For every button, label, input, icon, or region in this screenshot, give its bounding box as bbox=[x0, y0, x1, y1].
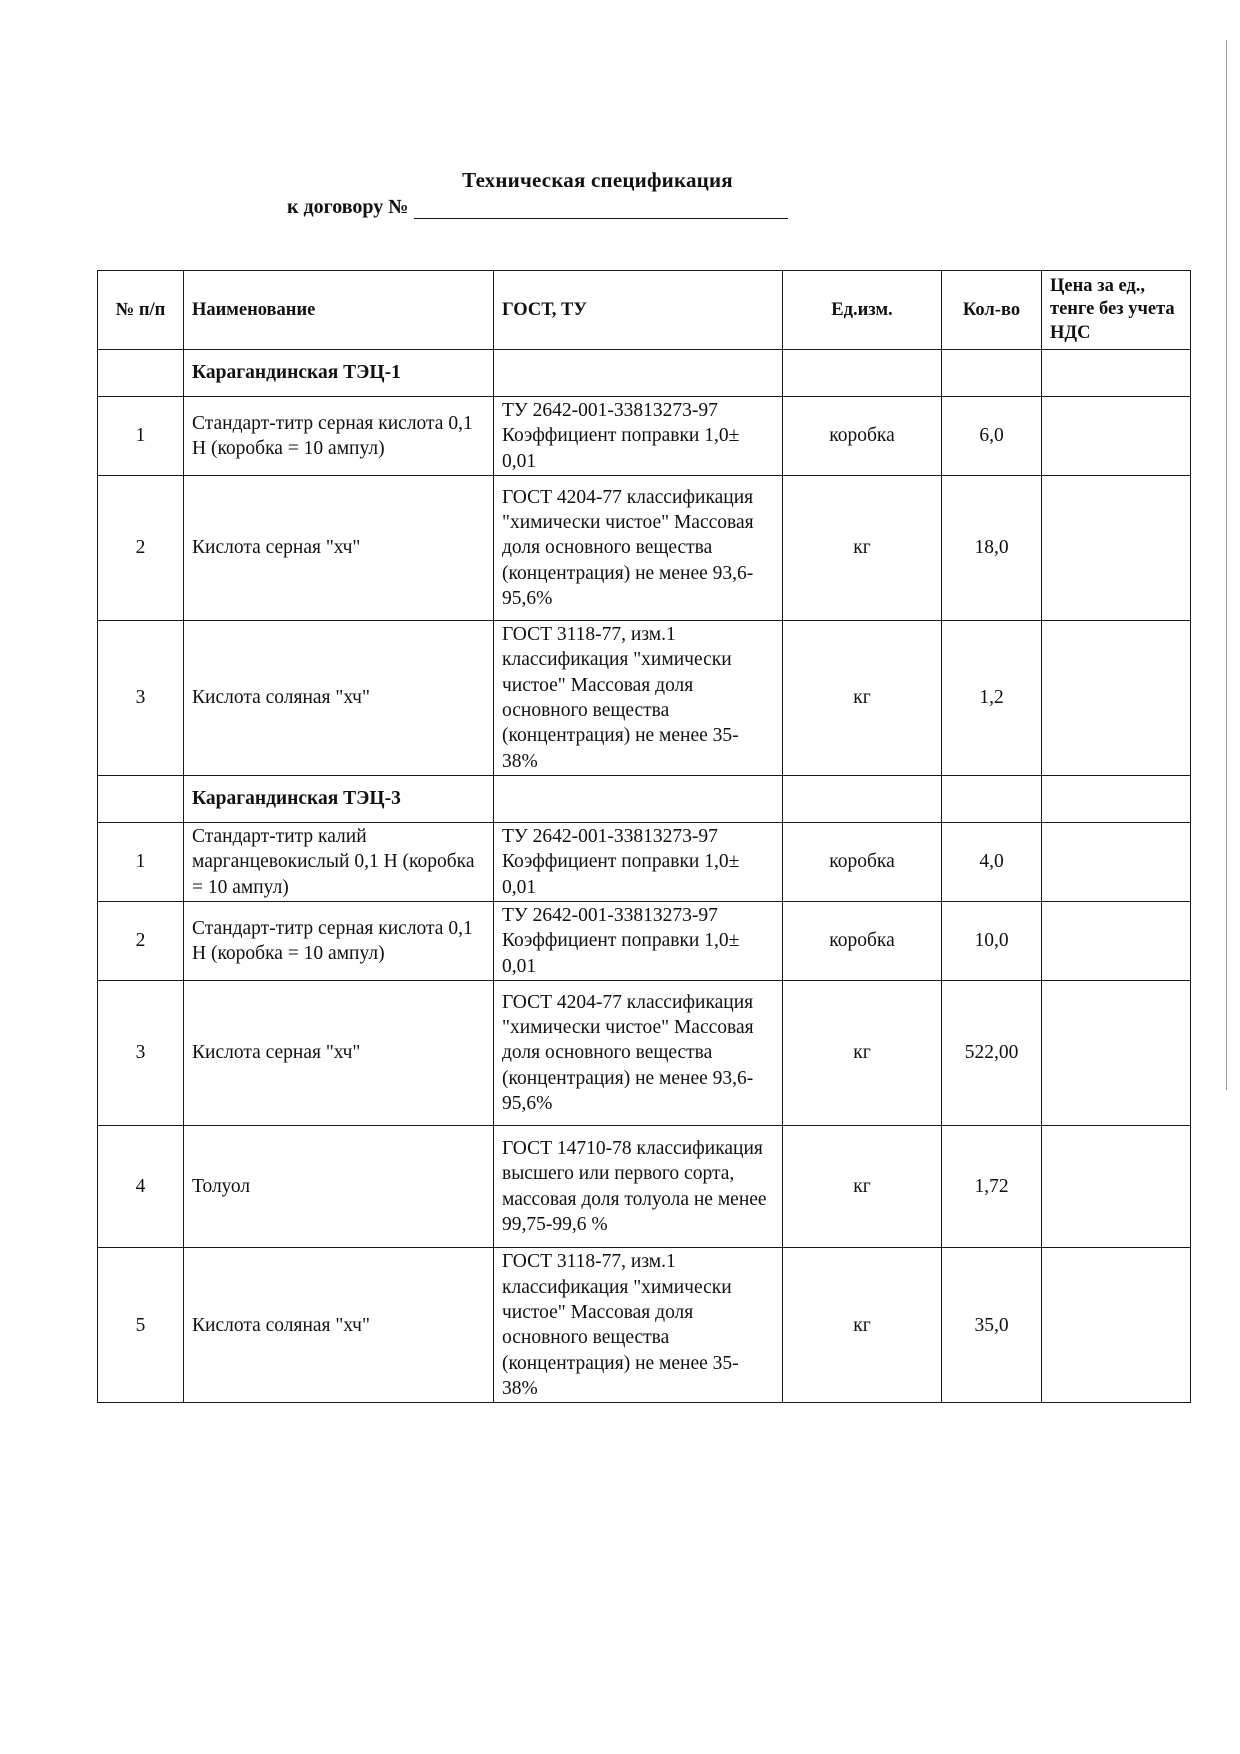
table-row bbox=[98, 621, 1191, 776]
cell-gost: ТУ 2642-001-33813273-97 Коэффициент поправки 1,0± 0,01 bbox=[494, 397, 783, 476]
group-empty-cell bbox=[942, 350, 1042, 397]
header-unit: Ед.изм. bbox=[783, 271, 942, 350]
specification-table bbox=[97, 270, 1191, 1403]
cell-price bbox=[1042, 902, 1191, 981]
cell-gost: ТУ 2642-001-33813273-97 Коэффициент поправки 1,0± 0,01 bbox=[494, 902, 783, 981]
group-empty-cell bbox=[942, 776, 1042, 823]
cell-unit: кг bbox=[783, 476, 942, 621]
table-row bbox=[98, 981, 1191, 1126]
scan-edge-mark bbox=[1226, 40, 1227, 1090]
cell-qty: 18,0 bbox=[942, 476, 1042, 621]
cell-gost: ГОСТ 4204-77 классификация "химически чистое" Массовая доля основного вещества (концентрация) не менее 93,6-95,6% bbox=[494, 981, 783, 1126]
header-gost: ГОСТ, ТУ bbox=[494, 271, 783, 350]
table-row bbox=[98, 476, 1191, 621]
cell-num: 1 bbox=[98, 823, 184, 902]
table-row bbox=[98, 397, 1191, 476]
table-row bbox=[98, 1248, 1191, 1403]
group-row bbox=[98, 776, 1191, 823]
cell-qty: 4,0 bbox=[942, 823, 1042, 902]
cell-qty: 522,00 bbox=[942, 981, 1042, 1126]
cell-price bbox=[1042, 823, 1191, 902]
table-body bbox=[98, 350, 1191, 1403]
document-title: Техническая спецификация bbox=[462, 168, 733, 192]
table-row bbox=[98, 823, 1191, 902]
cell-unit: кг bbox=[783, 981, 942, 1126]
cell-price bbox=[1042, 476, 1191, 621]
header-price: Цена за ед., тенге без учета НДС bbox=[1042, 271, 1191, 350]
cell-num: 3 bbox=[98, 621, 184, 776]
cell-gost: ГОСТ 3118-77, изм.1 классификация "химически чистое" Массовая доля основного вещества (концентрация) не менее 35-38% bbox=[494, 621, 783, 776]
group-empty-cell bbox=[1042, 776, 1191, 823]
cell-name: Кислота соляная "хч" bbox=[184, 621, 494, 776]
contract-number-blank bbox=[414, 198, 788, 219]
cell-gost: ГОСТ 3118-77, изм.1 классификация "химически чистое" Массовая доля основного вещества (концентрация) не менее 35-38% bbox=[494, 1248, 783, 1403]
table-row bbox=[98, 902, 1191, 981]
cell-price bbox=[1042, 397, 1191, 476]
group-row bbox=[98, 350, 1191, 397]
cell-num: 2 bbox=[98, 476, 184, 621]
cell-price bbox=[1042, 1248, 1191, 1403]
group-empty-cell bbox=[98, 776, 184, 823]
cell-qty: 10,0 bbox=[942, 902, 1042, 981]
group-empty-cell bbox=[783, 350, 942, 397]
cell-price bbox=[1042, 1126, 1191, 1248]
header-name: Наименование bbox=[184, 271, 494, 350]
cell-qty: 1,2 bbox=[942, 621, 1042, 776]
cell-qty: 1,72 bbox=[942, 1126, 1042, 1248]
cell-name: Толуол bbox=[184, 1126, 494, 1248]
cell-gost: ГОСТ 4204-77 классификация "химически чистое" Массовая доля основного вещества (концентрация) не менее 93,6-95,6% bbox=[494, 476, 783, 621]
cell-num: 3 bbox=[98, 981, 184, 1126]
cell-num: 2 bbox=[98, 902, 184, 981]
cell-num: 1 bbox=[98, 397, 184, 476]
contract-label: к договору № bbox=[287, 196, 409, 218]
table-row bbox=[98, 1126, 1191, 1248]
cell-unit: кг bbox=[783, 1126, 942, 1248]
header-num: № п/п bbox=[98, 271, 184, 350]
group-name: Карагандинская ТЭЦ-1 bbox=[184, 350, 494, 397]
cell-gost: ГОСТ 14710-78 классификация высшего или первого сорта, массовая доля толуола не менее 99,75-99,6 % bbox=[494, 1126, 783, 1248]
cell-gost: ТУ 2642-001-33813273-97 Коэффициент поправки 1,0± 0,01 bbox=[494, 823, 783, 902]
group-empty-cell bbox=[783, 776, 942, 823]
cell-qty: 6,0 bbox=[942, 397, 1042, 476]
cell-price bbox=[1042, 621, 1191, 776]
cell-name: Кислота серная "хч" bbox=[184, 476, 494, 621]
contract-number-line bbox=[287, 196, 788, 219]
cell-name: Кислота соляная "хч" bbox=[184, 1248, 494, 1403]
cell-unit: коробка bbox=[783, 902, 942, 981]
group-empty-cell bbox=[98, 350, 184, 397]
cell-name: Кислота серная "хч" bbox=[184, 981, 494, 1126]
cell-num: 5 bbox=[98, 1248, 184, 1403]
group-empty-cell bbox=[494, 350, 783, 397]
cell-qty: 35,0 bbox=[942, 1248, 1042, 1403]
table-header-row bbox=[98, 271, 1191, 350]
group-name: Карагандинская ТЭЦ-3 bbox=[184, 776, 494, 823]
cell-name: Стандарт-титр серная кислота 0,1 Н (коробка = 10 ампул) bbox=[184, 902, 494, 981]
cell-num: 4 bbox=[98, 1126, 184, 1248]
group-empty-cell bbox=[494, 776, 783, 823]
cell-name: Стандарт-титр серная кислота 0,1 Н (коробка = 10 ампул) bbox=[184, 397, 494, 476]
cell-price bbox=[1042, 981, 1191, 1126]
cell-unit: коробка bbox=[783, 823, 942, 902]
cell-unit: кг bbox=[783, 1248, 942, 1403]
group-empty-cell bbox=[1042, 350, 1191, 397]
header-qty: Кол-во bbox=[942, 271, 1042, 350]
cell-unit: коробка bbox=[783, 397, 942, 476]
cell-unit: кг bbox=[783, 621, 942, 776]
cell-name: Стандарт-титр калий марганцевокислый 0,1 Н (коробка = 10 ампул) bbox=[184, 823, 494, 902]
